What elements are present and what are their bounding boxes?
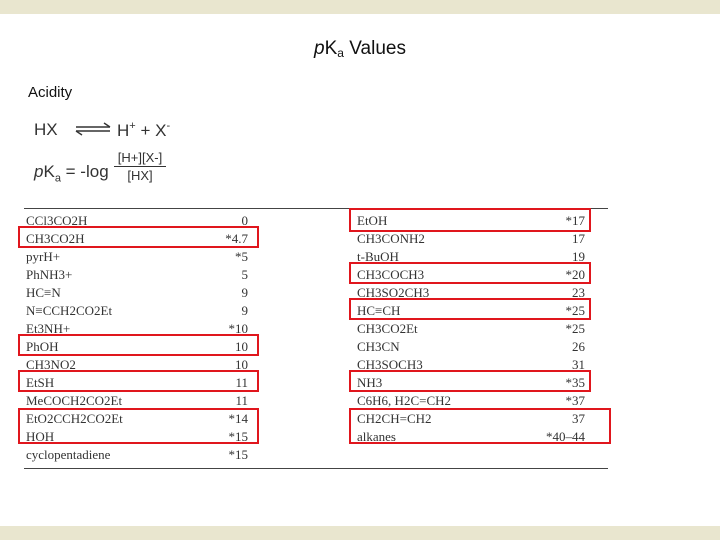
pka-value: 0 — [241, 213, 248, 228]
pka-value: 11 — [235, 375, 248, 390]
highlight-box — [349, 262, 591, 284]
pka-value: *25 — [565, 321, 585, 336]
table-row — [26, 266, 248, 284]
pka-value: 10 — [235, 357, 248, 372]
compound-name: Et3NH+ — [26, 321, 71, 336]
pka-value: 37 — [572, 411, 585, 426]
equation-products: H+ + X- — [117, 120, 171, 140]
pka-value: 11 — [235, 393, 248, 408]
slide-title: $pK_a$ Values — [314, 38, 406, 60]
pka-value: 5 — [241, 267, 248, 282]
compound-name: PhNH3+ — [26, 267, 73, 282]
table-row — [357, 230, 585, 248]
compound-name: alkanes — [357, 429, 396, 444]
highlight-box — [349, 208, 591, 232]
compound-name: CH3CN — [357, 339, 400, 354]
pka-value: *15 — [228, 447, 248, 462]
table-row — [26, 284, 248, 302]
pka-value: 17 — [572, 231, 585, 246]
compound-name: CH3SOCH3 — [357, 357, 423, 372]
highlight-box — [18, 370, 259, 392]
highlight-box — [18, 408, 259, 444]
compound-name: cyclopentadiene — [26, 447, 111, 462]
table-row — [357, 338, 585, 356]
table-bottom-rule — [24, 468, 608, 469]
equation-reactant: HX — [34, 120, 58, 139]
pka-value: *25 — [565, 303, 585, 318]
bottom-decor-band — [0, 526, 720, 540]
compound-name: CH2CH=CH2 — [357, 411, 432, 426]
table-row — [26, 248, 248, 266]
compound-name: HC≡CH — [357, 303, 401, 318]
fraction-numerator: [H+][X-] — [114, 150, 166, 167]
compound-name: pyrH+ — [26, 249, 61, 264]
compound-name: CH3COCH3 — [357, 267, 425, 282]
compound-name: CH3CO2H — [26, 231, 85, 246]
pka-value: *40–44 — [546, 429, 585, 444]
section-label: Acidity — [28, 84, 73, 101]
pka-value: *37 — [565, 393, 585, 408]
pka-value: *14 — [228, 411, 248, 426]
compound-name: CH3NO2 — [26, 357, 76, 372]
pka-value: *35 — [565, 375, 585, 390]
pka-fraction — [114, 150, 166, 183]
table-row — [357, 320, 585, 338]
top-decor-band — [0, 0, 720, 14]
compound-name: HC≡N — [26, 285, 61, 300]
compound-name: EtO2CCH2CO2Et — [26, 411, 123, 426]
pka-value: 19 — [572, 249, 585, 264]
pka-value: *10 — [228, 321, 248, 336]
compound-name: EtSH — [26, 375, 55, 390]
compound-name: t-BuOH — [357, 249, 399, 264]
pka-value: *5 — [235, 249, 248, 264]
equilibrium-arrow-icon — [74, 120, 112, 138]
highlight-box — [18, 226, 259, 248]
pka-value: 9 — [241, 285, 248, 300]
highlight-box — [349, 408, 611, 444]
pka-value: 26 — [572, 339, 585, 354]
compound-name: CCl3CO2H — [26, 213, 88, 228]
highlight-box — [349, 298, 591, 320]
highlight-box — [18, 334, 259, 356]
compound-name: CH3SO2CH3 — [357, 285, 430, 300]
pka-value: 9 — [241, 303, 248, 318]
pka-definition: $pK_a = -\log$ — [34, 162, 109, 185]
compound-name: N≡CCH2CO2Et — [26, 303, 113, 318]
pka-value: 10 — [235, 339, 248, 354]
compound-name: C6H6, H2C=CH2 — [357, 393, 452, 408]
compound-name: CH3CO2Et — [357, 321, 418, 336]
compound-name: PhOH — [26, 339, 59, 354]
pka-value: 23 — [572, 285, 585, 300]
compound-name: HOH — [26, 429, 55, 444]
pka-value: *20 — [565, 267, 585, 282]
fraction-denominator: [HX] — [127, 168, 153, 183]
pka-value: *4.7 — [225, 231, 248, 246]
pka-value: *17 — [565, 213, 585, 228]
pka-value: 31 — [572, 357, 585, 372]
compound-name: NH3 — [357, 375, 383, 390]
highlight-box — [349, 370, 591, 392]
pka-value: *15 — [228, 429, 248, 444]
compound-name: EtOH — [357, 213, 388, 228]
compound-name: MeCOCH2CO2Et — [26, 393, 123, 408]
table-row — [26, 302, 248, 320]
table-row — [26, 446, 248, 464]
compound-name: CH3CONH2 — [357, 231, 425, 246]
